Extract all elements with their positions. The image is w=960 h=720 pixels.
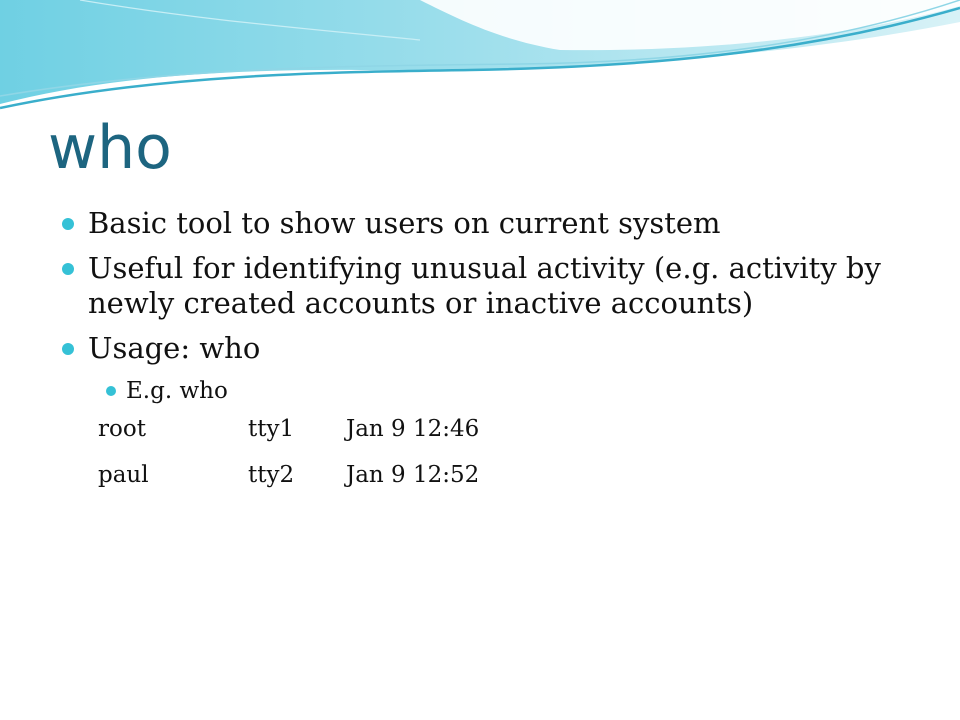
slide-content bbox=[62, 206, 922, 506]
bullet-dot-icon bbox=[62, 343, 74, 355]
sub-bullet-dot-icon bbox=[106, 386, 116, 396]
who-user: paul bbox=[98, 462, 149, 488]
bullet-text: Usage: who bbox=[88, 331, 261, 365]
sub-bullet-text: E.g. who bbox=[126, 378, 228, 404]
who-tty: tty1 bbox=[248, 416, 295, 442]
who-time: Jan 9 12:52 bbox=[346, 462, 480, 488]
header-wave-decoration bbox=[0, 0, 960, 120]
bullet-text: Basic tool to show users on current system bbox=[88, 206, 721, 240]
bullet-item bbox=[62, 206, 922, 241]
bullet-dot-icon bbox=[62, 218, 74, 230]
who-tty: tty2 bbox=[248, 462, 295, 488]
bullet-item bbox=[62, 251, 922, 321]
who-output-row bbox=[98, 460, 922, 490]
bullet-dot-icon bbox=[62, 263, 74, 275]
bullet-text: Useful for identifying unusual activity (e.g. activity by newly created accounts or inactive accounts) bbox=[88, 251, 881, 320]
bullet-item bbox=[62, 331, 922, 366]
who-output bbox=[98, 414, 922, 490]
sub-bullet-item bbox=[106, 376, 922, 406]
who-time: Jan 9 12:46 bbox=[346, 416, 480, 442]
who-user: root bbox=[98, 416, 146, 442]
who-output-row bbox=[98, 414, 922, 444]
slide-title: who bbox=[48, 113, 172, 183]
